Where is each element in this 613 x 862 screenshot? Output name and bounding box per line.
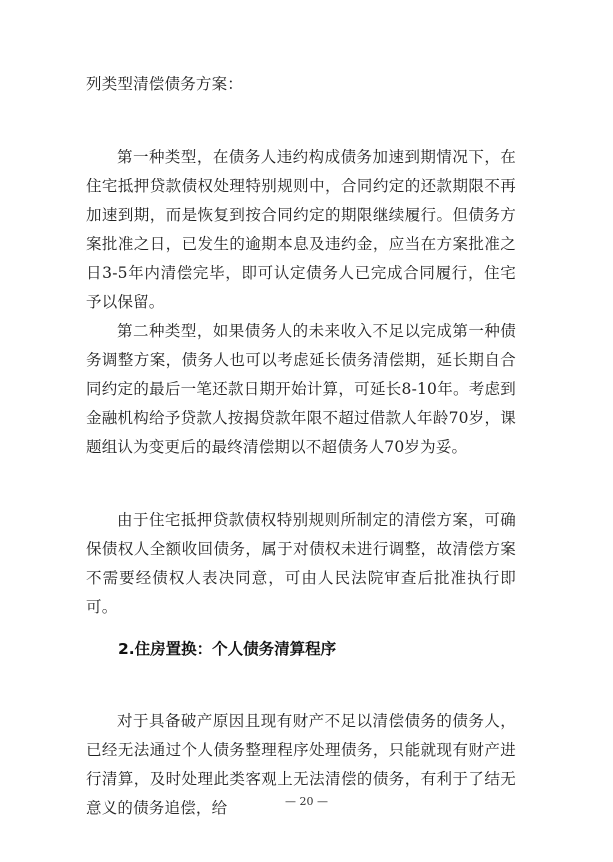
section-heading: 2.住房置换：个人债务清算程序 — [118, 640, 337, 658]
paragraph-approval: 由于住宅抵押贷款债权特别规则所制定的清偿方案，可确保债权人全额收回债务，属于对债权未进行调整，故清偿方案不需要经债权人表决同意，可由人民法院审查后批准执行即可。 — [86, 511, 516, 616]
paragraph-type-two: 第二种类型，如果债务人的未来收入不足以完成第一种债务调整方案，债务人也可以考虑延长债务清偿期，延长期自合同约定的最后一笔还款日期开始计算，可延长8-10年。考虑到金融机构给予贷款人按揭贷款年限不超过借款人年龄70岁，课题组认为变更后的最终清偿期以不超债务人70岁为妥。 — [86, 322, 516, 456]
paragraph-type-one: 第一种类型，在债务人违约构成债务加速到期情况下，在住宅抵押贷款债权处理特别规则中，合同约定的还款期限不再加速到期，而是恢复到按合同约定的期限继续履行。但债务方案批准之日，已发生的逾期本息及违约金，应当在方案批准之日3-5年内清偿完毕，即可认定债务人已完成合同履行，住宅予以保留。 — [86, 148, 516, 311]
paragraph-liquidation: 对于具备破产原因且现有财产不足以清偿债务的债务人，已经无法通过个人债务整理程序处理债务，只能就现有财产进行清算，及时处理此类客观上无法清偿的债务，有利于了结无意义的债务追偿，给 — [86, 712, 516, 817]
intro-line: 列类型清偿债务方案： — [86, 75, 244, 93]
page-number: — 20 — — [285, 795, 328, 808]
